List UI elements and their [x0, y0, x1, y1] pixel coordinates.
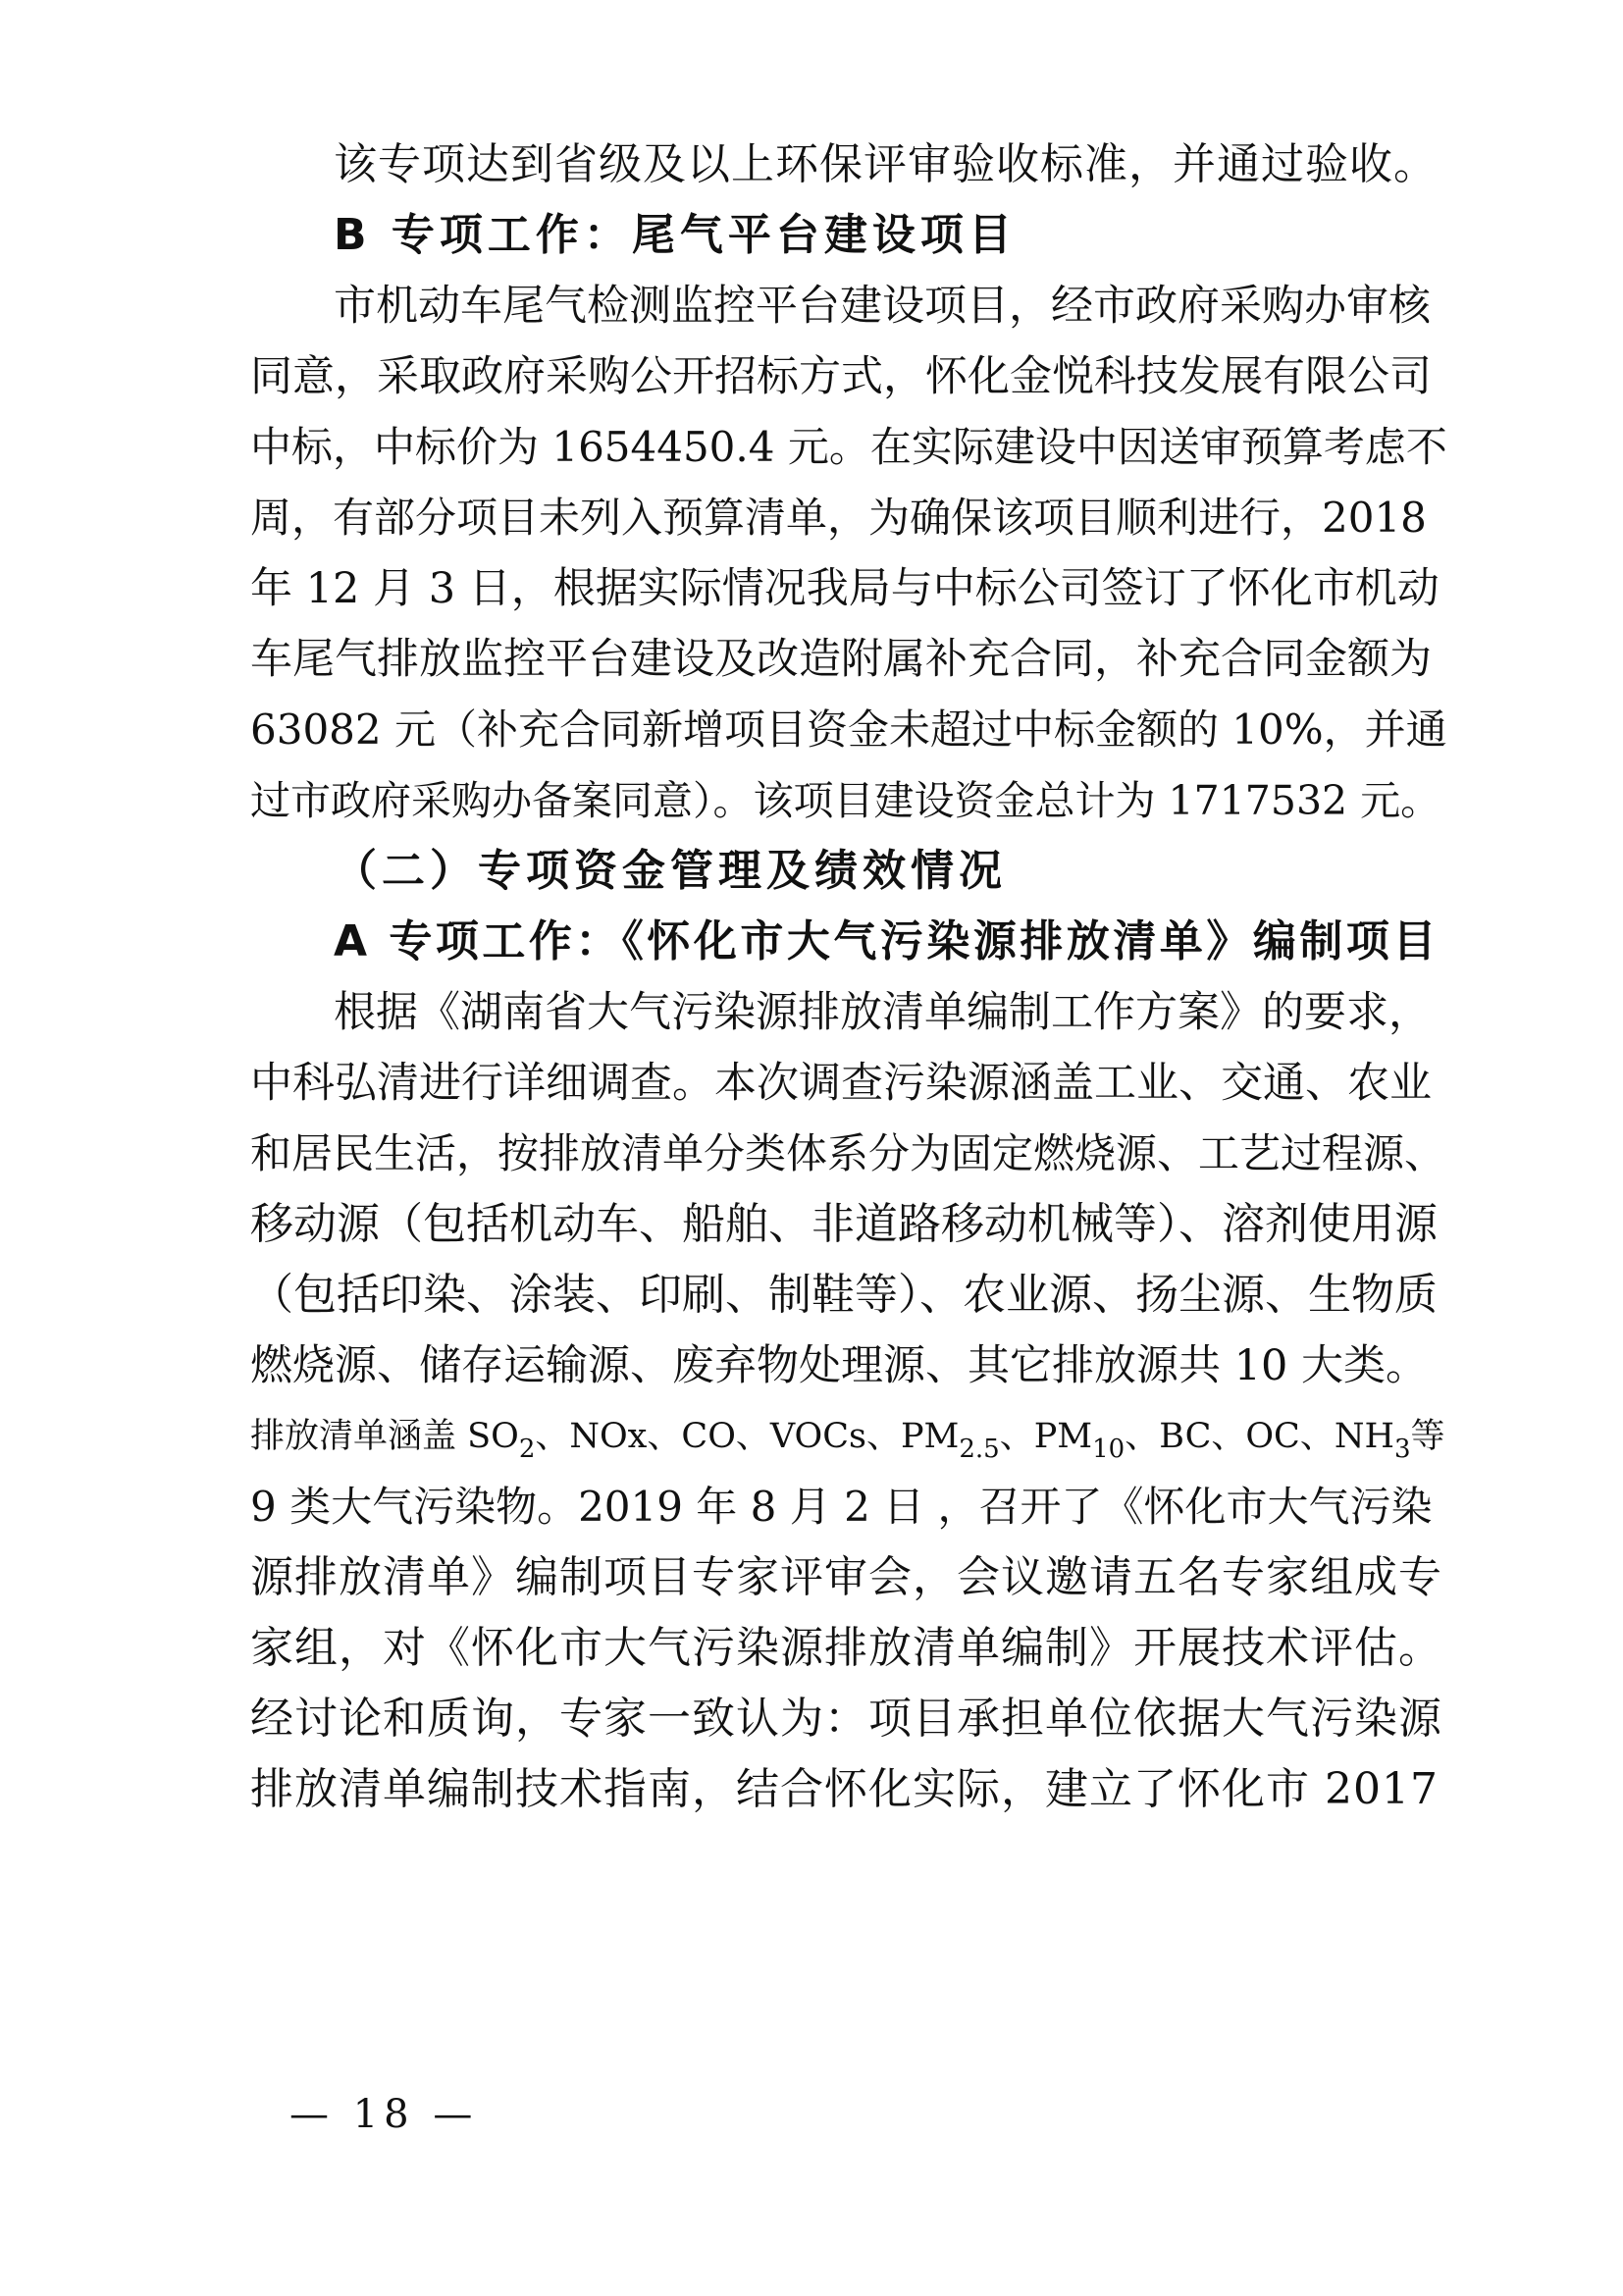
pollutant-list-line	[250, 1407, 1449, 1479]
paragraph-line: 车尾气排放监控平台建设及改造附属补充合同，补充合同金额为	[250, 635, 1432, 684]
subscript: 2.5	[959, 1435, 1000, 1464]
paragraph-line: 家组，对《怀化市大气污染源排放清单编制》开展技术评估。	[250, 1623, 1442, 1673]
pollutant-text: 排放清单涵盖 SO	[250, 1417, 519, 1456]
paragraph-line: 和居民生活，按排放清单分类体系分为固定燃烧源、工艺过程源、	[250, 1129, 1446, 1177]
paragraph-line: 年 12 月 3 日，根据实际情况我局与中标公司签订了怀化市机动	[250, 564, 1440, 613]
pollutant-text: 、BC、OC、NH	[1125, 1417, 1394, 1456]
paragraph-line: 中标，中标价为 1654450.4 元。在实际建设中因送审预算考虑不	[250, 423, 1447, 471]
paragraph-line: 市机动车尾气检测监控平台建设项目，经市政府采购办审核	[334, 282, 1431, 331]
paragraph-line: 排放清单编制技术指南，结合怀化实际，建立了怀化市 2017	[250, 1764, 1439, 1814]
paragraph-line: 同意，采取政府采购公开招标方式，怀化金悦科技发展有限公司	[250, 352, 1432, 401]
section-heading-a: A 专项工作：《怀化市大气污染源排放清单》编制项目	[334, 916, 1440, 966]
paragraph-line: 中科弘清进行详细调查。本次调查污染源涵盖工业、交通、农业	[250, 1059, 1432, 1108]
subscript: 2	[518, 1435, 536, 1464]
paragraph-line: 经讨论和质询，专家一致认为：项目承担单位依据大气污染源	[250, 1694, 1442, 1744]
paragraph-line: 根据《湖南省大气污染源排放清单编制工作方案》的要求，	[334, 988, 1431, 1037]
pollutant-text: 、PM	[999, 1417, 1093, 1456]
paragraph-line: 63082 元（补充合同新增项目资金未超过中标金额的 10%，并通	[250, 705, 1447, 754]
subscript: 3	[1394, 1435, 1411, 1464]
paragraph-line: （包括印染、涂装、印刷、制鞋等）、农业源、扬尘源、生物质	[250, 1270, 1438, 1320]
paragraph-line: 9 类大气污染物。2019 年 8 月 2 日 ，召开了《怀化市大气污染	[250, 1483, 1433, 1531]
section-heading-2: （二）专项资金管理及绩效情况	[334, 846, 1007, 896]
section-heading-b: B 专项工作：尾气平台建设项目	[334, 210, 1017, 260]
paragraph-line: 周，有部分项目未列入预算清单，为确保该项目顺利进行，2018	[250, 494, 1427, 542]
paragraph-line: 源排放清单》编制项目专家评审会，会议邀请五名专家组成专	[250, 1552, 1442, 1602]
page-number: — 18 —	[289, 2092, 479, 2137]
subscript: 10	[1092, 1435, 1126, 1464]
paragraph-line: 该专项达到省级及以上环保评审验收标准，并通过验收。	[334, 139, 1438, 189]
pollutant-text: 等	[1410, 1417, 1445, 1456]
pollutant-text: 、NOx、CO、VOCs、PM	[535, 1417, 960, 1456]
paragraph-line: 过市政府采购办备案同意）。该项目建设资金总计为 1717532 元。	[250, 777, 1441, 824]
paragraph-line: 燃烧源、储存运输源、废弃物处理源、其它排放源共 10 大类。	[250, 1341, 1429, 1390]
paragraph-line: 移动源（包括机动车、船舶、非道路移动机械等）、溶剂使用源	[250, 1199, 1438, 1249]
